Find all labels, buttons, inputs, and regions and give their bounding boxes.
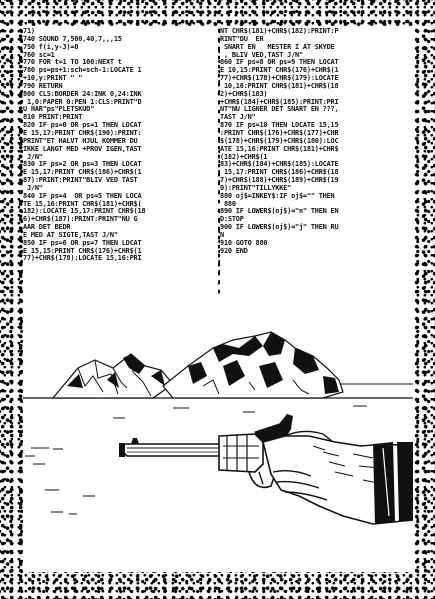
code-line: 880 [220, 199, 236, 208]
code-line: (182)+CHR$(1 [220, 152, 268, 161]
code-listing-right-column [220, 28, 413, 296]
code-line: N [220, 230, 224, 239]
illustration-panel [23, 296, 413, 572]
code-line: 10,16:PRINT CHR$(181)+CHR$(18 [220, 81, 339, 90]
code-line: E 15,15:PRINT CHR$(176)+CHR$(1 [23, 246, 142, 255]
code-line: 770 FOR t=1 TO 100:NEXT t [23, 58, 122, 67]
code-line: 77)+CHR$(178)+CHR$(179):LOCATE [220, 74, 339, 83]
code-listing-right-text [220, 28, 413, 255]
code-line: 71) [23, 28, 35, 35]
code-line: 790 RETURN [23, 81, 63, 90]
code-line: 760 sc=1 [23, 50, 55, 59]
code-line: E 15,17:PRINT CHR$(190):PRINT: [23, 128, 142, 137]
code-line: +CHR$(184)+CHR$(185):PRINT:PRI [220, 97, 339, 106]
code-line: 890 IF LOWER$(oj$)="n" THEN EN [220, 207, 339, 216]
code-line: ATE 15,16:PRINT CHR$(181)+CHR$ [220, 144, 339, 153]
code-line: 0):PRINT"TILLYKKE" [220, 183, 292, 192]
code-line: J/N" [23, 152, 43, 161]
code-line: IKKE LANGT MED +PROV IGEN,TAST [23, 144, 142, 153]
revolver-in-hand [119, 414, 413, 524]
code-line: PRINT"ET HALVT HJUL KOMMER DU [23, 136, 138, 145]
code-line: , BLIV VED,TAST J/N" [220, 50, 303, 59]
code-line: 870 IF ps=10 THEN LOCATE 15,15 [220, 121, 339, 130]
code-line: TAST J/N" [220, 113, 256, 122]
code-line: 87):PRINT:PRINT"BLIV VED TAST [23, 176, 138, 185]
code-line: TE 15,16:PRINT CHR$(181)+CHR$( [23, 199, 142, 208]
code-line: 7)+CHR$(188)+CHR$(189)+CHR$(19 [220, 176, 339, 185]
code-line: NT CHR$(181)+CHR$(182):PRINT:P [220, 28, 339, 35]
code-line: E 10,15:PRINT CHR$(176)+CHR$(1 [220, 66, 339, 75]
code-line: 840 IF ps=4 OR ps=5 THEN LOCA [23, 191, 142, 200]
code-line: 830 IF ps=2 OR ps=3 THEN LOCAT [23, 160, 142, 169]
code-line: E 15,17:PRINT CHR$(186)+CHR$(1 [23, 168, 142, 177]
code-line: +10,y:PRINT " " [23, 74, 83, 83]
left-mountain [53, 354, 173, 398]
code-line: J/N" [23, 183, 43, 192]
code-line: 740 SOUND 7,500,40,7,,,15 [23, 34, 122, 43]
mountain-and-revolver-illustration [23, 296, 413, 572]
code-line: $(178)+CHR$(179)+CHR$(180):LOC [220, 136, 339, 145]
code-line: 920 END [220, 246, 248, 255]
code-line: U HAR"ps"PLETSKUD" [23, 105, 95, 114]
code-line: 182):LOCATE 15,17:PRINT CHR$(18 [23, 207, 146, 216]
code-line: 83)+CHR$(184)+CHR$(185):LOCATE [220, 160, 339, 169]
code-line: 2)+CHR$(183) [220, 89, 268, 98]
code-line: D:STOP [220, 215, 244, 224]
motion-dashes [51, 512, 77, 514]
code-line: 6)+CHR$(187):PRINT:PRINT"NU G [23, 215, 138, 224]
code-line: 850 IF ps=6 OR ps=7 THEN LOCAT [23, 238, 142, 247]
code-line: 820 IF ps=0 OR ps=1 THEN LOCAT [23, 121, 142, 130]
code-line: 1,0:PAPER 0:PEN 1:CLS:PRINT"D [23, 97, 142, 106]
code-line: SNART EN MESTER I AT SKYDE [220, 42, 335, 51]
code-line: 780 ps=ps+1:sch=sch-1:LOCATE 1 [23, 66, 142, 75]
code-listing-left-text [23, 28, 218, 263]
code-line: 77)+CHR$(178):LOCATE 15,16:PRI [23, 254, 142, 263]
code-line: 800 CLS:BORDER 24:INK 0,24:INK [23, 89, 142, 98]
code-line: 15,17:PRINT CHR$(186)+CHR$(18 [220, 168, 339, 177]
code-line: 910 GOTO 880 [220, 238, 268, 247]
code-line: 880 oj$=INKEY$:IF oj$="" THEN [220, 191, 335, 200]
code-line: 860 IF ps=8 OR ps=9 THEN LOCAT [220, 58, 339, 67]
code-line: :PRINT CHR$(176)+CHR$(177)+CHR [220, 128, 339, 137]
code-line: 750 f(i,y-3)=0 [23, 42, 79, 51]
code-line: E MED AT SIGTE,TAST J/N" [23, 230, 118, 239]
right-mountain [163, 332, 343, 398]
code-line: 810 PRINT:PRINT [23, 113, 83, 122]
code-line: RINT"DU ER [220, 34, 264, 43]
code-line: 900 IF LOWER$(oj$)="j" THEN RU [220, 223, 339, 232]
code-listing-left-column [23, 28, 218, 332]
code-line: AAR DET BEDR [23, 223, 71, 232]
code-line: NT"NU LIGNER DET SNART EN ???, [220, 105, 339, 114]
